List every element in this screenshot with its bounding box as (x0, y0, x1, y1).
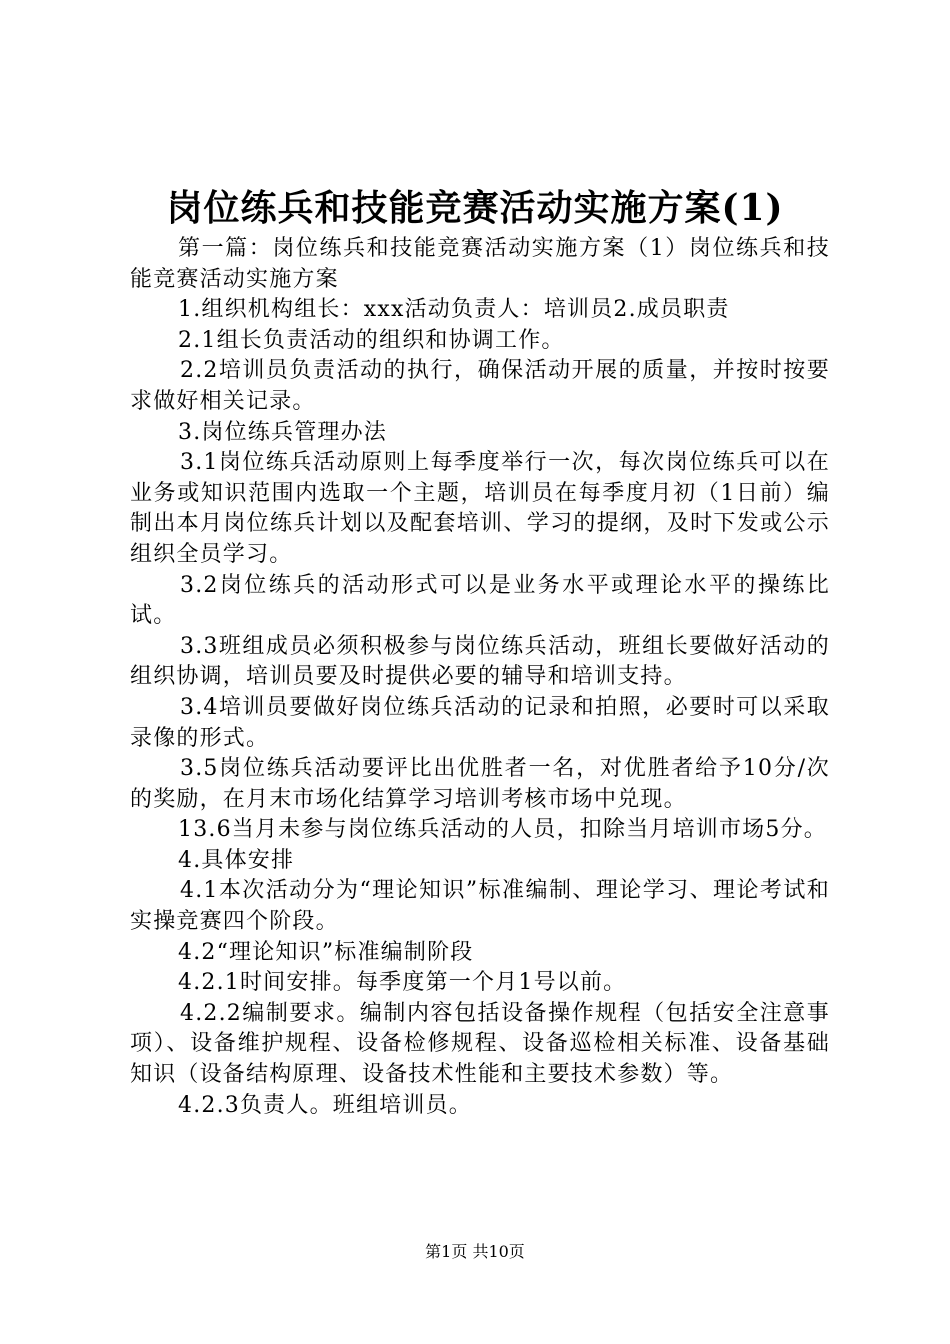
paragraph-4-2-2: 4.2.2编制要求。编制内容包括设备操作规程（包括安全注意事项）、设备维护规程、设备检修规程、设备巡检相关标准、设备基础知识（设备结构原理、设备技术性能和主要技术参数）等。 (130, 1000, 830, 1088)
document-body (130, 234, 830, 1121)
paragraph-3-1: 3.1岗位练兵活动原则上每季度举行一次，每次岗位练兵可以在业务或知识范围内选取一个主题，培训员在每季度月初（1日前）编制出本月岗位练兵计划以及配套培训、学习的提纲，及时下发或公示组织全员学习。 (130, 450, 830, 567)
paragraph-3-3: 3.3班组成员必须积极参与岗位练兵活动，班组长要做好活动的组织协调，培训员要及时提供必要的辅导和培训支持。 (130, 633, 830, 690)
paragraph-4-1: 4.1本次活动分为“理论知识”标准编制、理论学习、理论考试和实操竞赛四个阶段。 (130, 878, 830, 935)
paragraph-4-2-3: 4.2.3负责人。班组培训员。 (178, 1092, 472, 1118)
document-title: 岗位练兵和技能竞赛活动实施方案(1) (166, 187, 784, 229)
paragraph-3-4: 3.4培训员要做好岗位练兵活动的记录和拍照，必要时可以采取录像的形式。 (130, 694, 830, 751)
page-number-footer: 第1页 共10页 (425, 1242, 525, 1261)
paragraph-2-2: 2.2培训员负责活动的执行，确保活动开展的质量，并按时按要求做好相关记录。 (130, 358, 830, 414)
paragraph-3-5: 3.5岗位练兵活动要评比出优胜者一名，对优胜者给予10分/次的奖励，在月末市场化结算学习培训考核市场中兑现。 (130, 756, 830, 812)
paragraph-4-2-1: 4.2.1时间安排。每季度第一个月1号以前。 (178, 970, 627, 996)
paragraph-3-heading: 3.岗位练兵管理办法 (178, 419, 387, 445)
paragraph-intro: 第一篇：岗位练兵和技能竞赛活动实施方案（1）岗位练兵和技能竞赛活动实施方案 (130, 236, 830, 292)
paragraph-3-2: 3.2岗位练兵的活动形式可以是业务水平或理论水平的操练比试。 (130, 572, 830, 629)
paragraph-13-6: 13.6当月未参与岗位练兵活动的人员，扣除当月培训市场5分。 (178, 817, 827, 843)
paragraph-4-2: 4.2“理论知识”标准编制阶段 (178, 939, 474, 965)
paragraph-4-heading: 4.具体安排 (178, 847, 295, 873)
paragraph-2-1: 2.1组长负责活动的组织和协调工作。 (178, 327, 565, 353)
paragraph-organization: 1.组织机构组长：xxx活动负责人：培训员2.成员职责 (178, 297, 730, 323)
